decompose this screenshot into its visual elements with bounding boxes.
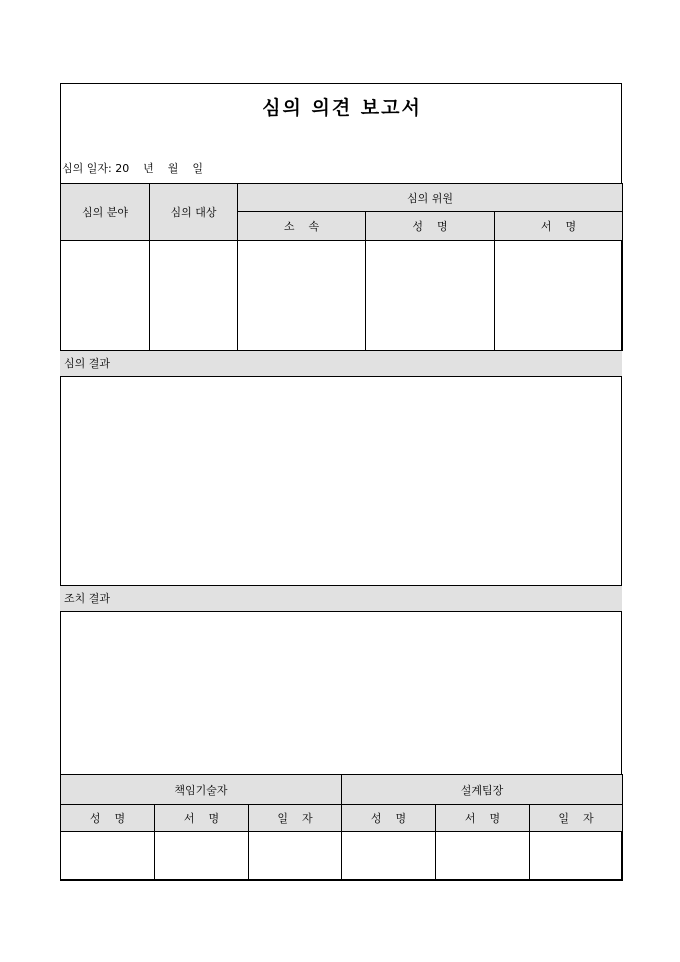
review-result-area[interactable] (61, 377, 621, 585)
approval-table (60, 774, 623, 881)
team-lead-name-cell[interactable] (342, 832, 436, 881)
affiliation-header: 소 속 (238, 212, 366, 241)
engineer-signature-cell[interactable] (155, 832, 249, 881)
design-team-lead-header: 설계팀장 (342, 775, 623, 805)
review-target-cell[interactable] (150, 241, 238, 351)
engineer-name-cell[interactable] (61, 832, 155, 881)
review-date-line: 심의 일자: 20 년 월 일 (62, 162, 204, 175)
form-title: 심의 의견 보고서 (262, 97, 422, 119)
team-lead-date-cell[interactable] (530, 832, 623, 881)
team-lead-signature-cell[interactable] (436, 832, 530, 881)
review-field-cell[interactable] (61, 241, 150, 351)
review-members-table (60, 183, 623, 351)
engineer-date-cell[interactable] (249, 832, 342, 881)
review-result-header: 심의 결과 (60, 350, 622, 377)
engineer-name-header: 성 명 (61, 805, 155, 832)
action-result-area[interactable] (61, 612, 621, 774)
review-target-header: 심의 대상 (150, 184, 238, 241)
responsible-engineer-header: 책임기술자 (61, 775, 342, 805)
engineer-signature-header: 서 명 (155, 805, 249, 832)
team-lead-name-header: 성 명 (342, 805, 436, 832)
team-lead-signature-header: 서 명 (436, 805, 530, 832)
team-lead-date-header: 일 자 (530, 805, 623, 832)
committee-header: 심의 위원 (238, 184, 623, 212)
member-signature-cell[interactable] (495, 241, 623, 351)
review-field-header: 심의 분야 (61, 184, 150, 241)
action-result-header: 조치 결과 (60, 585, 622, 612)
engineer-date-header: 일 자 (249, 805, 342, 832)
member-signature-header: 서 명 (495, 212, 623, 241)
report-form (60, 83, 622, 880)
member-name-header: 성 명 (366, 212, 495, 241)
affiliation-cell[interactable] (238, 241, 366, 351)
member-name-cell[interactable] (366, 241, 495, 351)
